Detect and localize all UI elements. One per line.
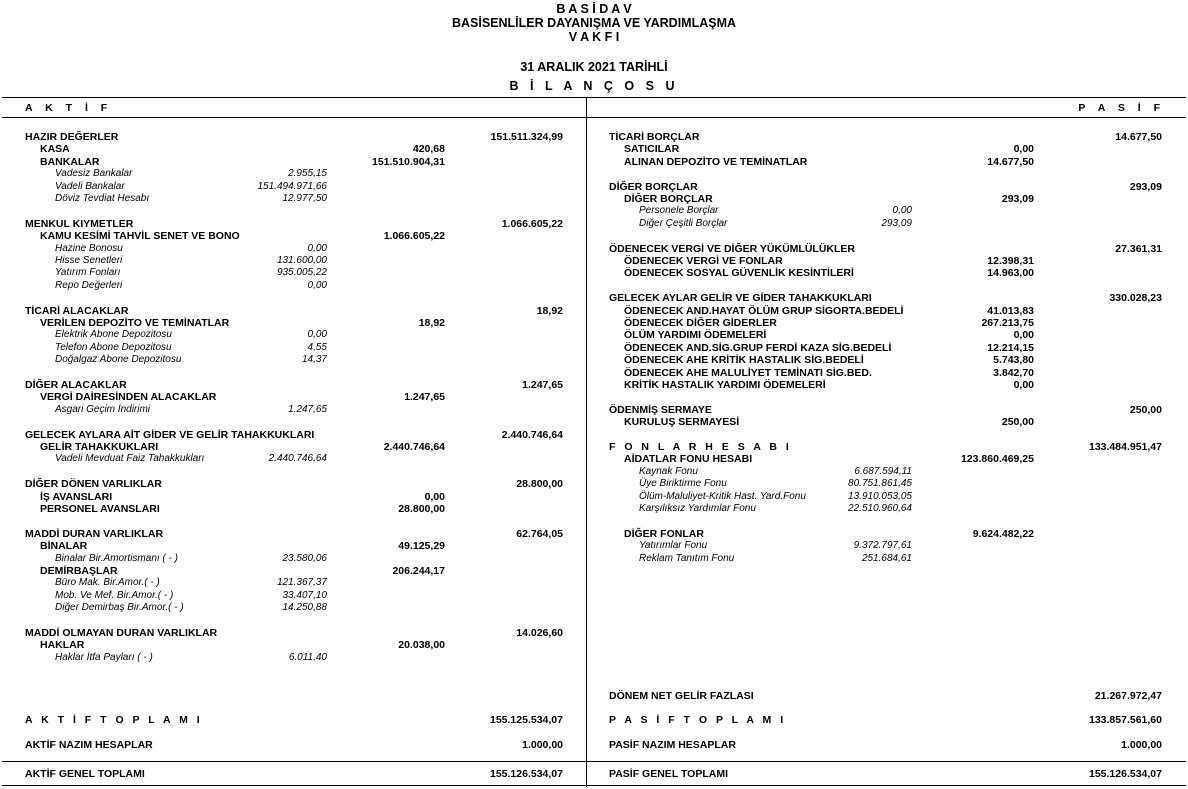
aktif-row-value: 935.005,22	[276, 267, 327, 279]
pasif-row-label: ÖDENECEK VERGİ VE FONLAR	[624, 255, 783, 267]
aktif-row-label: MADDİ DURAN VARLIKLAR	[25, 527, 164, 540]
pasif-row-label: ÖDENECEK DİĞER GİDERLER	[624, 317, 777, 329]
pasif-row-value: 14.677,50	[1115, 131, 1162, 143]
foundation-acronym: B A S İ D A V	[556, 2, 632, 16]
aktif-row-value: 62.764,05	[516, 527, 563, 540]
aktif-row-label: Telefon Abone Depozitosu	[55, 341, 172, 353]
pasif-row-value: 9.372.797,61	[853, 540, 912, 552]
pasif-row-value: 0,00	[1013, 143, 1034, 156]
aktif-row-value: 1.247,65	[522, 379, 563, 391]
aktif-nazim-value: 1.000,00	[522, 739, 563, 751]
pasif-row-value: 0,00	[1013, 379, 1034, 391]
aktif-nazim-label: AKTİF NAZIM HESAPLAR	[25, 739, 153, 751]
pasif-row-value: 250,00	[1001, 416, 1034, 429]
header-bottom-rule	[2, 117, 1186, 118]
pasif-row-value: 14.963,00	[987, 267, 1034, 280]
pasif-genel-value: 155.126.534,07	[1089, 768, 1162, 780]
aktif-row-value: 206.244,17	[392, 565, 445, 577]
aktif-row-label: HAKLAR	[40, 639, 85, 652]
aktif-row-label: MENKUL KIYMETLER	[25, 217, 134, 230]
pasif-row-value: 293,09	[881, 217, 912, 229]
aktif-row-value: 4,55	[307, 341, 327, 353]
pasif-row-value: 251.684,61	[861, 552, 912, 564]
pasif-row-label: DİĞER FONLAR	[624, 527, 704, 540]
pasif-row-value: 0,00	[1013, 329, 1034, 342]
aktif-label: A K T İ F	[25, 102, 113, 114]
pasif-genel-label: PASİF GENEL TOPLAMI	[609, 768, 729, 780]
aktif-row-label: VERGİ DAİRESİNDEN ALACAKLAR	[40, 391, 217, 404]
aktif-row-label: Haklar İtfa Payları ( - )	[55, 651, 153, 663]
aktif-row-value: 121.367,37	[276, 577, 327, 589]
aktif-row-label: Vadeli Bankalar	[55, 180, 125, 192]
pasif-toplam-label: P A S İ F T O P L A M I	[609, 714, 787, 726]
aktif-genel-value: 155.126.534,07	[490, 768, 563, 780]
pasif-row-label: ÖDENMİŞ SERMAYE	[609, 403, 712, 416]
pasif-row-value: 27.361,31	[1115, 242, 1162, 255]
pasif-nazim-label: PASİF NAZIM HESAPLAR	[609, 739, 736, 751]
pasif-row-value: 267.213,75	[981, 317, 1034, 329]
pasif-row-label: Ölüm-Maluliyet-Kritik Hast. Yard.Fonu	[639, 490, 806, 502]
aktif-row-label: Mob. Ve Mef. Bir.Amor.( - )	[55, 589, 174, 601]
pasif-row-label: Üye Biriktirme Fonu	[639, 478, 727, 490]
aktif-row-label: Hisse Senetleri	[55, 255, 123, 266]
aktif-row-value: 1.247,65	[288, 403, 327, 415]
aktif-row-label: BİNALAR	[40, 540, 88, 553]
pasif-row-value: 80.751.861,45	[848, 478, 912, 490]
center-divider	[586, 97, 587, 787]
aktif-row-label: GELİR TAHAKKUKLARI	[40, 441, 159, 453]
pasif-row-label: TİCARİ BORÇLAR	[609, 131, 700, 143]
foundation-suffix: V A K F I	[568, 30, 620, 44]
aktif-row-label: GELECEK AYLARA AİT GİDER VE GELİR TAHAKKUKLARI	[25, 428, 315, 441]
pasif-row-label: ÖDENECEK SOSYAL GÜVENLİK KESİNTİLERİ	[624, 267, 854, 280]
aktif-row-value: 131.600,00	[276, 255, 327, 266]
aktif-row-value: 1.066.605,22	[501, 217, 563, 230]
aktif-row-value: 23.580,06	[282, 552, 327, 564]
aktif-row-value: 1.066.605,22	[383, 230, 445, 243]
aktif-row-label: VERİLEN DEPOZİTO VE TEMİNATLAR	[40, 317, 230, 329]
report-date: 31 ARALIK 2021 TARİHLİ	[520, 60, 668, 74]
aktif-row-value: 0,00	[307, 242, 327, 254]
aktif-row-value: 18,92	[418, 317, 445, 329]
pasif-row-value: 123.860.469,25	[961, 453, 1034, 466]
pasif-row-value: 14.677,50	[987, 155, 1034, 168]
pasif-row-value: 0,00	[892, 205, 912, 217]
aktif-row-label: MADDİ OLMAYAN DURAN VARLIKLAR	[25, 627, 218, 639]
pasif-row-label: AİDATLAR FONU HESABI	[624, 453, 753, 466]
aktif-row-label: KAMU KESİMİ TAHVİL SENET VE BONO	[40, 230, 240, 243]
aktif-row-value: 0,00	[424, 490, 445, 503]
aktif-row-label: Vadeli Mevduat Faiz Tahakkukları	[55, 453, 205, 465]
pasif-row-label: ÖDENECEK AHE MALULİYET TEMİNATI SİG.BED.	[624, 366, 872, 379]
aktif-row-label: Vadesiz Bankalar	[55, 168, 133, 180]
pasif-row-label: ÖLÜM YARDIMI ÖDEMELERİ	[624, 329, 767, 342]
aktif-row-label: Diğer Demirbaş Bir.Amor.( - )	[55, 602, 184, 614]
pasif-row-label: GELECEK AYLAR GELİR VE GİDER TAHAKKUKLARI	[609, 292, 872, 305]
aktif-row-label: Elektrik Abone Depozitosu	[55, 329, 172, 341]
pasif-row-label: ÖDENECEK AND.SİG.GRUP FERDİ KAZA SİG.BEDELİ	[624, 341, 892, 354]
aktif-row-value: 18,92	[536, 304, 563, 317]
aktif-row-label: Döviz Tevdiat Hesabı	[55, 193, 150, 204]
report-title: B İ L A N Ç O S U	[509, 79, 679, 93]
pasif-row-label: SATICILAR	[624, 143, 680, 156]
pasif-row-label: DİĞER BORÇLAR	[609, 180, 698, 193]
aktif-row-label: Binalar Bir.Amortismanı ( - )	[55, 552, 178, 564]
aktif-row-value: 2.440.746,64	[268, 453, 327, 465]
aktif-row-value: 33.407,10	[282, 589, 327, 601]
pasif-row-label: KURULUŞ SERMAYESİ	[624, 416, 740, 429]
pasif-toplam-value: 133.857.561,60	[1089, 714, 1162, 726]
pasif-row-label: F O N L A R H E S A B I	[609, 441, 792, 453]
aktif-row-label: Hazine Bonosu	[55, 242, 123, 254]
aktif-row-value: 28.800,00	[398, 503, 445, 515]
aktif-row-value: 14,37	[301, 354, 327, 366]
aktif-row-value: 2.955,15	[288, 168, 327, 180]
aktif-row-value: 20.038,00	[398, 639, 445, 652]
pasif-row-value: 330.028,23	[1109, 292, 1162, 305]
aktif-row-value: 12.977,50	[282, 193, 327, 204]
aktif-row-label: TİCARİ ALACAKLAR	[25, 304, 129, 317]
aktif-row-label: Doğalgaz Abone Depozitosu	[55, 354, 182, 366]
aktif-row-value: 2.440.746,64	[501, 428, 563, 441]
pasif-row-value: 13.910.053,05	[848, 490, 912, 502]
aktif-row-label: DEMİRBAŞLAR	[40, 565, 118, 577]
aktif-row-value: 2.440.746,64	[383, 441, 445, 453]
pasif-row-label: ALINAN DEPOZİTO VE TEMİNATLAR	[624, 155, 808, 168]
pasif-row-value: 41.013,83	[987, 304, 1034, 317]
pasif-row-value: 133.484.951,47	[1089, 441, 1162, 453]
aktif-row-label: HAZIR DEĞERLER	[25, 131, 119, 143]
pasif-row-value: 3.842,70	[993, 366, 1034, 379]
pasif-row-label: ÖDENECEK AHE KRİTİK HASTALIK SİG.BEDELİ	[624, 354, 864, 367]
aktif-row-value: 151.494.971,66	[257, 180, 327, 192]
aktif-row-label: İŞ AVANSLARI	[40, 490, 113, 503]
pasif-row-label: Diğer Çeşitli Borçlar	[639, 217, 728, 229]
aktif-row-value: 6.011,40	[288, 651, 327, 663]
pasif-row-value: 293,09	[1001, 193, 1034, 205]
aktif-row-label: Asgari Geçim İndirimi	[55, 403, 151, 415]
aktif-row-value: 0,00	[307, 329, 327, 341]
aktif-row-label: PERSONEL AVANSLARI	[40, 503, 160, 515]
top-rule	[2, 97, 1186, 98]
pasif-row-label: Reklam Tanıtım Fonu	[639, 552, 735, 564]
pasif-row-label: KRİTİK HASTALIK YARDIMI ÖDEMELERİ	[624, 379, 826, 391]
aktif-row-value: 151.511.324,99	[490, 131, 563, 143]
aktif-row-label: Yatırım Fonları	[55, 267, 121, 279]
pasif-row-value: 12.214,15	[987, 341, 1034, 354]
pasif-row-label: ÖDENECEK AND.HAYAT ÖLÜM GRUP SİGORTA.BEDELİ	[624, 304, 904, 317]
bottom-rule	[2, 785, 1186, 786]
pasif-row-value: 250,00	[1129, 403, 1162, 416]
pasif-row-label: ÖDENECEK VERGİ VE DİĞER YÜKÜMLÜLÜKLER	[609, 242, 855, 255]
aktif-row-label: DİĞER DÖNEN VARLIKLAR	[25, 478, 162, 491]
donem-net-value: 21.267.972,47	[1094, 690, 1162, 702]
pasif-label: P A S İ F	[1078, 102, 1165, 114]
donem-net-label: DÖNEM NET GELİR FAZLASI	[609, 690, 754, 702]
pasif-row-label: Kaynak Fonu	[639, 465, 698, 477]
pasif-row-value: 22.510.960,64	[848, 503, 912, 514]
aktif-row-value: 420,68	[412, 143, 445, 156]
pasif-row-value: 9.624.482,22	[972, 527, 1034, 540]
pasif-row-value: 5.743,80	[993, 354, 1034, 367]
aktif-row-label: BANKALAR	[40, 155, 100, 168]
aktif-row-value: 1.247,65	[404, 391, 445, 404]
aktif-row-label: KASA	[40, 143, 70, 156]
pasif-row-label: DİĞER BORÇLAR	[624, 193, 713, 205]
aktif-row-label: Büro Mak. Bir.Amor.( - )	[55, 577, 160, 589]
pasif-row-label: Yatırımlar Fonu	[639, 540, 708, 552]
aktif-row-label: Repo Değerleri	[55, 279, 123, 291]
pasif-row-value: 293,09	[1129, 180, 1162, 193]
aktif-row-value: 28.800,00	[516, 478, 563, 491]
aktif-row-value: 49.125,29	[398, 540, 445, 553]
aktif-row-value: 0,00	[307, 279, 327, 291]
pasif-row-label: Karşılıksız Yardımlar Fonu	[639, 503, 756, 514]
aktif-toplam-label: A K T İ F T O P L A M I	[25, 714, 203, 726]
pasif-row-value: 12.398,31	[987, 255, 1034, 267]
aktif-row-label: DİĞER ALACAKLAR	[25, 379, 127, 391]
aktif-row-value: 151.510.904,31	[372, 155, 445, 168]
aktif-genel-label: AKTİF GENEL TOPLAMI	[25, 768, 145, 780]
aktif-row-value: 14.026,60	[516, 627, 563, 639]
aktif-toplam-value: 155.125.534,07	[490, 714, 563, 726]
pasif-nazim-value: 1.000,00	[1121, 739, 1162, 751]
pasif-row-label: Personele Borçlar	[639, 205, 719, 217]
aktif-row-value: 14.250,88	[282, 602, 327, 614]
pasif-row-value: 6.687.594,11	[854, 465, 912, 477]
foundation-name: BASİSENLİLER DAYANIŞMA VE YARDIMLAŞMA	[451, 16, 737, 30]
genel-top-rule	[2, 761, 1186, 762]
